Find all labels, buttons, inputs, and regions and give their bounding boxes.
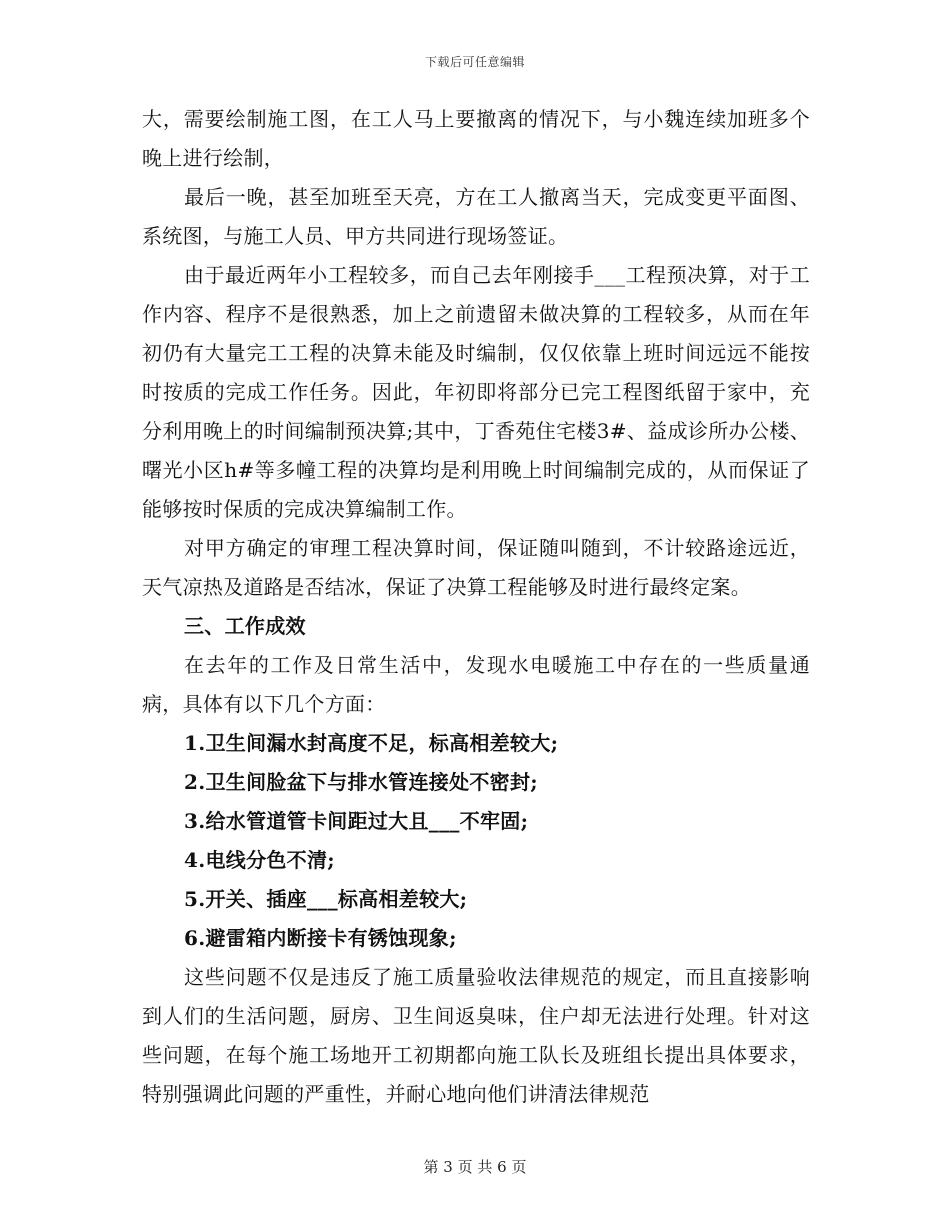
- paragraph-last-night: 最后一晚，甚至加班至天亮，方在工人撤离当天，完成变更平面图、系统图，与施工人员、甲方共同进行现场签证。: [142, 185, 810, 248]
- paragraph-quality-issues-intro: 在去年的工作及日常生活中，发现水电暖施工中存在的一些质量通病，具体有以下几个方面：: [142, 653, 810, 716]
- list-item-1: 1.卫生间漏水封高度不足，标高相差较大;: [184, 731, 559, 755]
- paragraph-settlement-time: 对甲方确定的审理工程决算时间，保证随叫随到，不计较路途远近，天气凉热及道路是否结冰，保证了决算工程能够及时进行最终定案。: [142, 536, 810, 599]
- list-item-3: 3.给水管道管卡间距过大且___不牢固;: [184, 809, 529, 833]
- list-item-6: 6.避雷箱内断接卡有锈蚀现象;: [184, 926, 457, 950]
- paragraph-budget-work: 由于最近两年小工程较多，而自己去年刚接手___工程预决算，对于工作内容、程序不是很熟悉，加上之前遗留未做决算的工程较多，从而在年初仍有大量完工工程的决算未能及时编制，仅仅依靠上班时间远远不能按时按质的完成工作任务。因此，年初即将部分已完工程图纸留于家中，充分利用晚上的时间编制预决算;其中，丁香苑住宅楼3#、益成诊所办公楼、曙光小区h#等多幢工程的决算均是利用晚上时间编制完成的，从而保证了能够按时保质的完成决算编制工作。: [142, 263, 810, 521]
- page-footer: 第 3 页 共 6 页: [423, 1158, 527, 1176]
- list-item-2: 2.卫生间脸盆下与排水管连接处不密封;: [184, 770, 538, 794]
- document-body: [142, 100, 810, 1114]
- page-header: 下载后可任意编辑: [424, 55, 525, 69]
- list-item-5: 5.开关、插座___标高相差较大;: [184, 887, 468, 911]
- section-heading-results: 三、工作成效: [184, 614, 306, 638]
- list-item-4: 4.电线分色不清;: [184, 848, 335, 872]
- paragraph-continuation: 大，需要绘制施工图，在工人马上要撤离的情况下，与小魏连续加班多个晚上进行绘制，: [142, 107, 810, 170]
- paragraph-problem-impact: 这些问题不仅是违反了施工质量验收法律规范的规定，而且直接影响到人们的生活问题，厨房、卫生间返臭味，住户却无法进行处理。针对这些问题，在每个施工场地开工初期都向施工队长及班组长提出具体要求，特别强调此问题的严重性，并耐心地向他们讲清法律规范: [142, 965, 810, 1106]
